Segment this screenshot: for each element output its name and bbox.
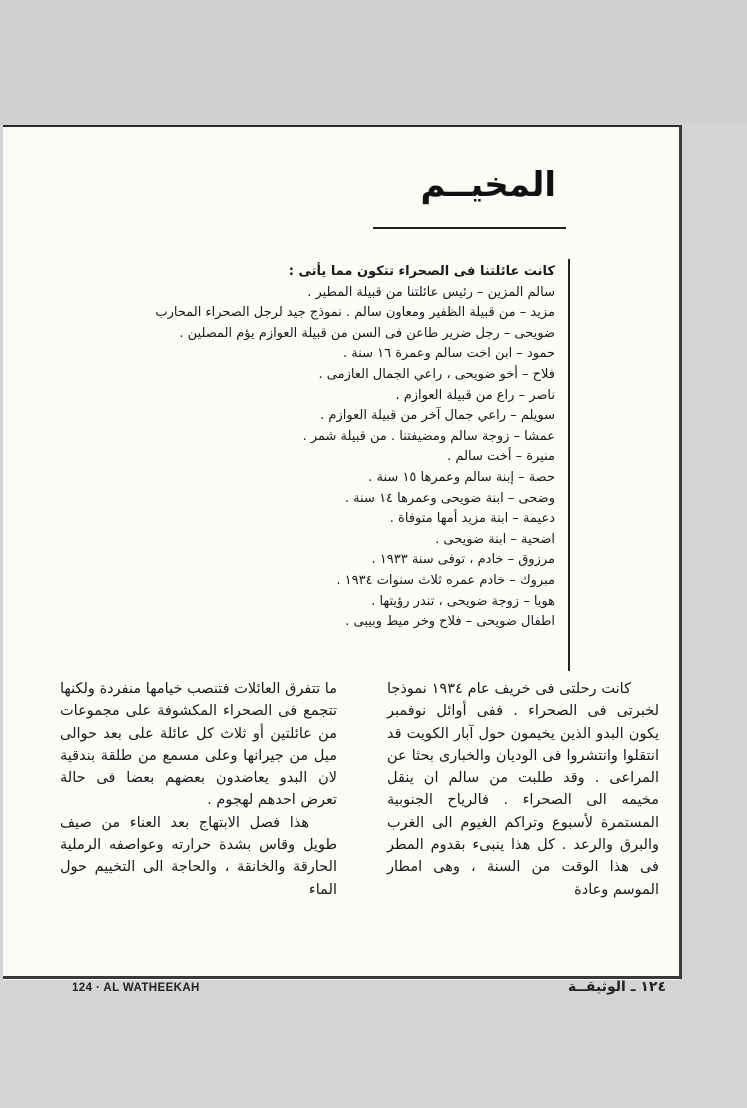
list-item: كانت عائلتنا فى الصحراء تتكون مما يأتى : bbox=[288, 264, 555, 279]
body-column-left bbox=[60, 678, 337, 901]
page-footer-latin: 124 · AL WATHEEKAH bbox=[72, 982, 200, 994]
list-item: حصة – إبنة سالم وعمرها ١٥ سنة . bbox=[368, 469, 555, 485]
list-item: مرزوق – خادم ، توفى سنة ١٩٣٣ . bbox=[371, 552, 555, 568]
list-item: سويلم – راعي جمال آخر من قبيلة العوازم . bbox=[320, 408, 555, 424]
list-item: عمشا – زوجة سالم ومضيفتنا . من قبيلة شمر . bbox=[302, 428, 555, 444]
list-item: حمود – ابن اخت سالم وعمرة ١٦ سنة . bbox=[342, 346, 555, 362]
list-item: ناصر – راع من قبيلة العوازم . bbox=[395, 387, 555, 403]
list-item: منيرة – أخت سالم . bbox=[447, 449, 555, 465]
list-item: اضحية – ابنة ضويحى . bbox=[435, 531, 555, 547]
family-members-list bbox=[35, 262, 555, 633]
list-item: فلاح – أخو ضويحى ، راعي الجمال العازمى . bbox=[318, 366, 555, 382]
list-item: مبروك – خادم عمره ثلاث سنوات ١٩٣٤ . bbox=[336, 572, 555, 588]
paragraph: هذا فصل الابتهاج بعد العناء من صيف طويل وقاس بشدة حرارته وعواصفه الرملية الحارقة والخانقة ، والحاجة الى التخييم حول الماء bbox=[60, 814, 337, 898]
body-column-right bbox=[387, 678, 659, 901]
list-item: سالم المزين – رئيس عائلتنا من قبيلة المطير . bbox=[307, 284, 555, 300]
family-list-divider bbox=[568, 259, 570, 671]
page-background-top bbox=[0, 0, 747, 125]
page-footer-arabic: ١٢٤ ـ الوثيقــة bbox=[567, 979, 666, 995]
list-item: هويا – زوجة ضويحى ، تندر رؤيتها . bbox=[371, 593, 555, 609]
page-edge-right bbox=[679, 125, 682, 978]
list-item: دعيمة – ابنة مزيد أمها متوفاة . bbox=[389, 511, 555, 527]
article-heading: المخيــم bbox=[420, 165, 556, 205]
list-item: وضحى – ابنة ضويحى وعمرها ١٤ سنة . bbox=[344, 490, 555, 506]
list-item: مزيد – من قبيلة الظفير ومعاون سالم . نموذج جيد لرجل الصحراء المحارب bbox=[155, 305, 555, 321]
list-item: اطفال ضويحى – فلاح وخر ميط وبيبى . bbox=[345, 614, 555, 630]
paragraph: ما تتفرق العائلات فتنصب خيامها منفردة ولكنها تتجمع فى الصحراء المكشوفة على مجموعات من عائلتين أو ثلاث كل عائلة على بعد حوالى ميل من جيرانها وعلى مسمع من طلقة بندقية لان البدو يعاضدون بعضهم بعضا فى حالة تعرض احدهم لهجوم . bbox=[60, 681, 337, 809]
list-item: ضويحى – رجل ضرير طاعن فى السن من قبيلة العوازم يؤم المصلين . bbox=[179, 325, 555, 341]
paragraph: كانت رحلتى فى خريف عام ١٩٣٤ نموذجا لخبرتى فى الصحراء . ففى أوائل نوفمبر يكون البدو الذين يخيمون حول آبار الكويت قد انتقلوا وانتشروا فى الوديان والخبارى بحثا عن المراعى . وقد طلبت من سالم ان ينقل مخيمه الى الصحراء . فالرياح الجنوبية المستمرة لأسبوع وتراكم الغيوم الى الغرب والبرق والرعد . كل هذا ينبىء بقدوم المطر فى هذا الوقت من السنة ، وهى امطار الموسم وعادة bbox=[387, 681, 659, 898]
heading-underline bbox=[373, 227, 566, 229]
